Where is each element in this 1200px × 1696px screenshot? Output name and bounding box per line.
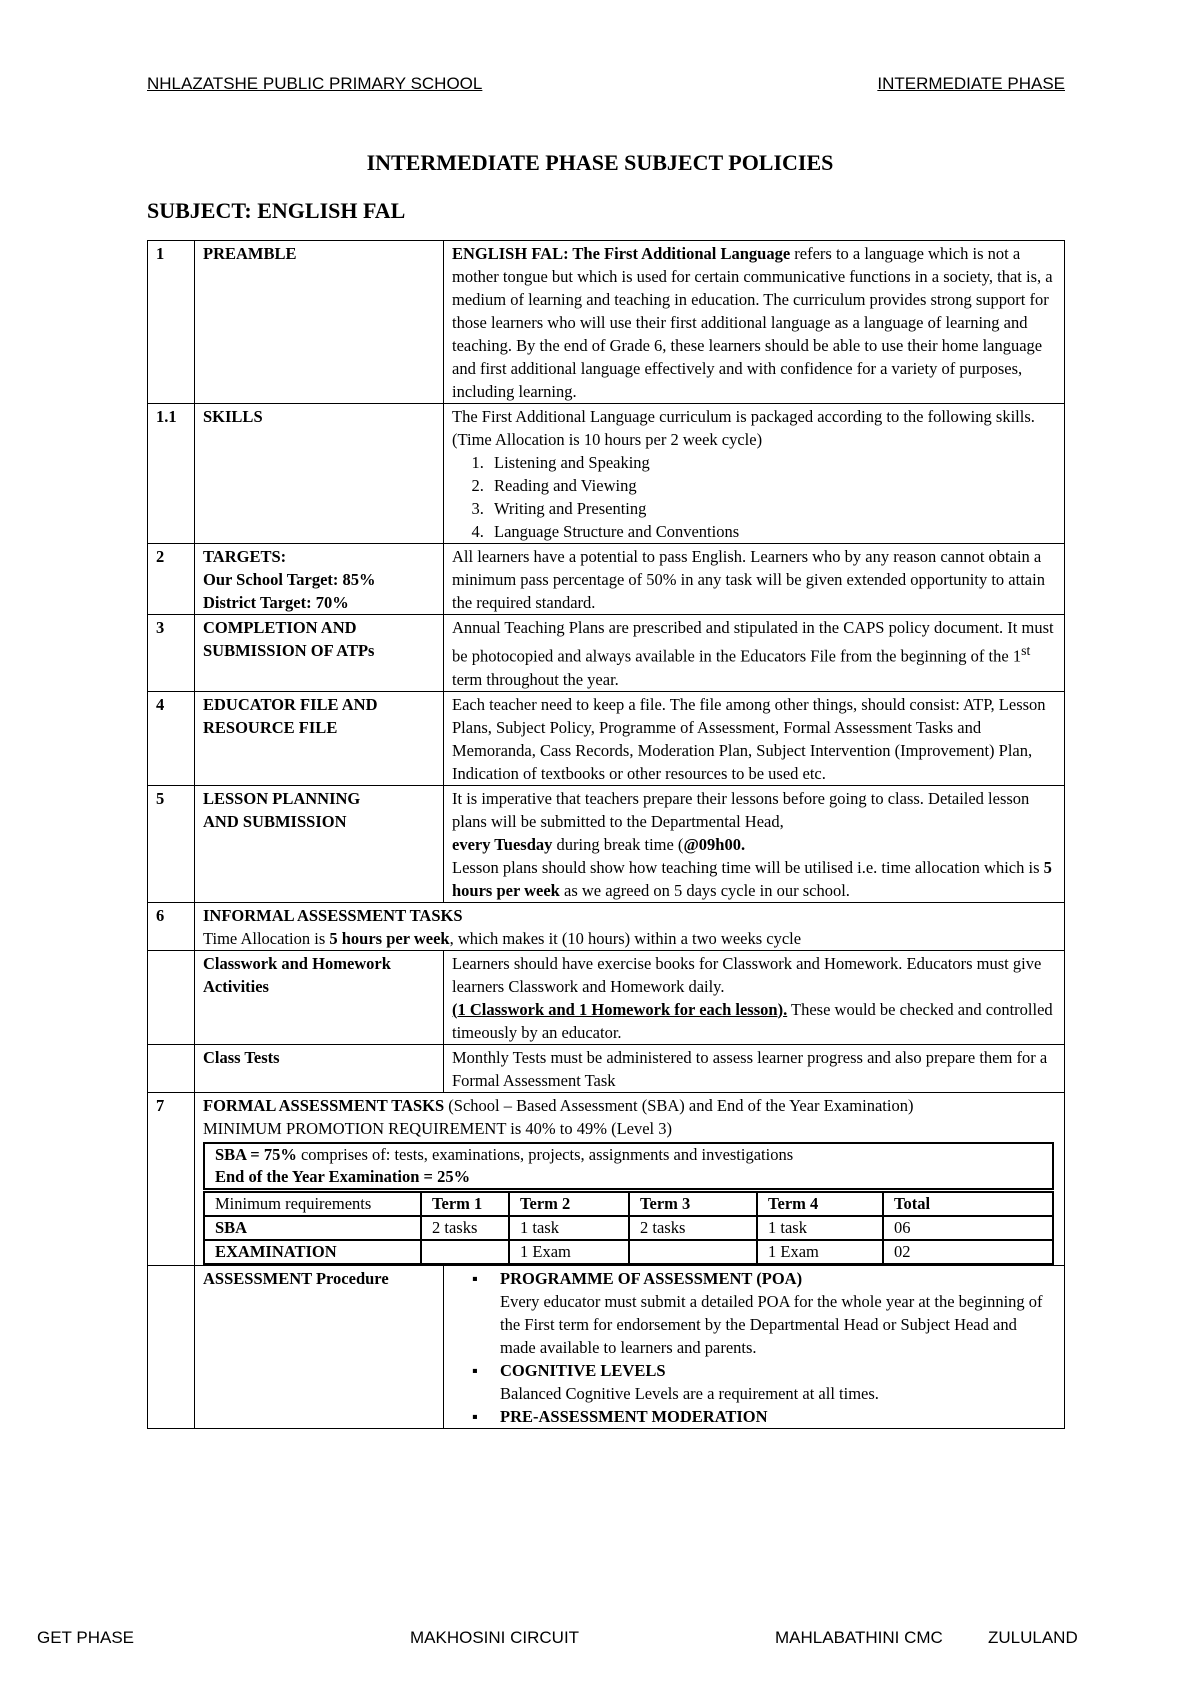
- sba-bold: SBA = 75%: [215, 1144, 297, 1164]
- policy-table: [147, 240, 1065, 1429]
- row-label: SKILLS: [195, 404, 444, 544]
- row-content: [444, 404, 1065, 544]
- row-label: PREAMBLE: [195, 241, 444, 404]
- table-row: [148, 691, 1065, 785]
- table-cell: Term 4: [757, 1192, 883, 1216]
- table-cell: Total: [883, 1192, 1053, 1216]
- row-number: 1.1: [148, 404, 195, 544]
- footer-phase: GET PHASE: [37, 1628, 134, 1647]
- preamble-text: refers to a language which is not a mother tongue but which is used for certain communicative functions in a society, that is, a medium of learning and teaching in education. The curriculum provides strong support for those learners who will use their first additional language as a language of learning and teaching. By the end of Grade 6, these learners should be able to use their home language and first additional language effectively and with confidence for a variety of purposes, including learning.: [452, 244, 1053, 401]
- row-content: [444, 950, 1065, 1044]
- classwork-t2: (1 Classwork and 1 Homework for each lesson).: [452, 999, 788, 1019]
- table-row: [148, 241, 1065, 404]
- table-cell: Minimum requirements: [204, 1192, 421, 1216]
- table-row: [148, 1044, 1065, 1092]
- atp-text1: Annual Teaching Plans are prescribed and stipulated in the CAPS policy document. It must be photocopied and always available in the Educators File from the beginning of the 1: [452, 618, 1054, 666]
- poa-title: ▪ PROGRAMME OF ASSESSMENT (POA): [500, 1268, 803, 1288]
- table-cell: 2 tasks: [629, 1216, 757, 1240]
- table-row: [204, 1216, 1053, 1240]
- atp-label-line2: SUBMISSION OF ATPs: [203, 641, 375, 660]
- skills-list: [452, 451, 1056, 543]
- row-number: 3: [148, 615, 195, 692]
- list-item: 3. Writing and Presenting: [488, 497, 1056, 520]
- table-cell: Term 3: [629, 1192, 757, 1216]
- row-content: [444, 785, 1065, 902]
- table-row: [148, 404, 1065, 544]
- targets-label: TARGETS:: [203, 547, 287, 566]
- table-row: [148, 1092, 1065, 1265]
- promotion-requirement: MINIMUM PROMOTION REQUIREMENT is 40% to 49% (Level 3): [203, 1118, 672, 1138]
- informal-time: [203, 927, 1056, 950]
- table-cell: 2 tasks: [421, 1216, 509, 1240]
- row-content: Monthly Tests must be administered to assess learner progress and also prepare them for a Formal Assessment Task: [444, 1044, 1065, 1092]
- list-item: 1. Listening and Speaking: [488, 451, 1056, 474]
- table-cell: 1 Exam: [757, 1240, 883, 1264]
- district-target: District Target: 70%: [203, 593, 349, 612]
- classwork-t3: These would be checked and controlled timeously by an educator.: [452, 999, 1053, 1042]
- footer-cmc: MAHLABATHINI CMC: [775, 1628, 943, 1647]
- row-label: [195, 544, 444, 615]
- table-header-row: [204, 1192, 1053, 1216]
- skills-text: The First Additional Language curriculum is packaged according to the following skills. (Time Allocation is 10 hours per 2 week cycle): [452, 407, 1035, 449]
- file-label-line1: EDUCATOR FILE AND: [203, 694, 378, 714]
- row-number: 5: [148, 785, 195, 902]
- lesson-t2: every Tuesday: [452, 834, 553, 854]
- lesson-t6: 5 hours per week: [452, 857, 1052, 900]
- row-number: 1: [148, 241, 195, 404]
- table-row: [148, 950, 1065, 1044]
- atp-sup: st: [1021, 643, 1031, 658]
- row-label: Class Tests: [195, 1044, 444, 1092]
- sba-rest: comprises of: tests, examinations, projects, assignments and investigations: [296, 1144, 794, 1164]
- page-title: INTERMEDIATE PHASE SUBJECT POLICIES: [366, 150, 834, 175]
- table-row: [148, 785, 1065, 902]
- row-number: 6: [148, 902, 195, 950]
- terms-table: [203, 1191, 1054, 1265]
- table-cell: Term 1: [421, 1192, 509, 1216]
- list-item: [472, 1267, 1056, 1359]
- formal-label: FORMAL ASSESSMENT TASKS: [203, 1095, 445, 1115]
- classwork-label-line2: Activities: [203, 976, 269, 996]
- row-content: [195, 902, 1065, 950]
- cognitive-text: Balanced Cognitive Levels are a requirement at all times.: [500, 1383, 879, 1403]
- lesson-t1: It is imperative that teachers prepare their lessons before going to class. Detailed lesson plans will be submitted to the Departmental Head,: [452, 788, 1030, 831]
- informal-t2: 5 hours per week: [329, 928, 450, 948]
- subject-heading: SUBJECT: ENGLISH FAL: [147, 198, 406, 223]
- informal-t3: , which makes it (10 hours) within a two weeks cycle: [449, 928, 802, 948]
- lesson-t4: @09h00.: [683, 834, 746, 854]
- row-number: 7: [148, 1092, 195, 1265]
- row-content: [444, 615, 1065, 692]
- row-number: 2: [148, 544, 195, 615]
- formal-rest: (School – Based Assessment (SBA) and End of the Year Examination): [444, 1095, 914, 1115]
- table-cell: 1 task: [509, 1216, 629, 1240]
- sba-line: [215, 1144, 1042, 1166]
- table-row: [148, 544, 1065, 615]
- list-item: [472, 1359, 1056, 1405]
- lesson-label-line2: AND SUBMISSION: [203, 811, 347, 831]
- list-item: 4. Language Structure and Conventions: [488, 520, 1056, 543]
- row-label: [195, 615, 444, 692]
- table-row: [148, 902, 1065, 950]
- cognitive-title: ▪ COGNITIVE LEVELS: [500, 1360, 666, 1380]
- row-content: [444, 1265, 1065, 1428]
- row-label: ASSESSMENT Procedure: [195, 1265, 444, 1428]
- list-item: 2. Reading and Viewing: [488, 474, 1056, 497]
- table-cell: [421, 1240, 509, 1264]
- footer-district: ZULULAND: [988, 1628, 1078, 1647]
- school-target: Our School Target: 85%: [203, 570, 376, 589]
- atp-label-line1: COMPLETION AND: [203, 618, 357, 637]
- poa-text: Every educator must submit a detailed POA for the whole year at the beginning of the First term for endorsement by the Departmental Head or Subject Head and made available to learners and parents.: [500, 1291, 1043, 1357]
- table-cell: Term 2: [509, 1192, 629, 1216]
- row-label: [195, 691, 444, 785]
- header-phase: INTERMEDIATE PHASE: [877, 74, 1065, 93]
- table-row: [148, 1265, 1065, 1428]
- row-content: All learners have a potential to pass English. Learners who by any reason cannot obtain a minimum pass percentage of 50% in any task will be given extended opportunity to attain the required standard.: [444, 544, 1065, 615]
- table-row: [148, 615, 1065, 692]
- atp-text2: term throughout the year.: [452, 669, 619, 689]
- pre-assessment-title: ▪ PRE-ASSESSMENT MODERATION: [500, 1406, 768, 1426]
- row-label: [195, 785, 444, 902]
- table-row: [204, 1240, 1053, 1264]
- exam-weight: End of the Year Examination = 25%: [215, 1166, 471, 1186]
- row-content: [195, 1092, 1065, 1265]
- table-cell: SBA: [204, 1216, 421, 1240]
- sba-box: [203, 1142, 1054, 1190]
- procedure-list: [452, 1267, 1056, 1428]
- informal-t1: Time Allocation is: [203, 928, 330, 948]
- table-cell: 06: [883, 1216, 1053, 1240]
- formal-heading: [203, 1094, 1054, 1117]
- lesson-t3: during break time (: [552, 834, 684, 854]
- table-cell: 02: [883, 1240, 1053, 1264]
- header-school-name: NHLAZATSHE PUBLIC PRIMARY SCHOOL: [147, 74, 483, 93]
- list-item: [472, 1405, 1056, 1428]
- table-cell: 1 Exam: [509, 1240, 629, 1264]
- file-label-line2: RESOURCE FILE: [203, 717, 338, 737]
- preamble-bold: ENGLISH FAL: The First Additional Language: [452, 244, 791, 263]
- row-number: 4: [148, 691, 195, 785]
- row-content: [444, 241, 1065, 404]
- lesson-t5: Lesson plans should show how teaching time will be utilised i.e. time allocation which is: [452, 857, 1044, 877]
- lesson-t7: as we agreed on 5 days cycle in our school.: [559, 880, 850, 900]
- table-cell: 1 task: [757, 1216, 883, 1240]
- classwork-t1: Learners should have exercise books for Classwork and Homework. Educators must give learners Classwork and Homework daily.: [452, 953, 1042, 996]
- row-content: Each teacher need to keep a file. The file among other things, should consist: ATP, Lesson Plans, Subject Policy, Programme of Assessment, Formal Assessment Tasks and Memoranda, Cass Records, Moderation Plan, Subject Intervention (Improvement) Plan, Indication of textbooks or other resources to be used etc.: [444, 691, 1065, 785]
- classwork-label-line1: Classwork and Homework: [203, 953, 391, 973]
- footer-circuit: MAKHOSINI CIRCUIT: [410, 1628, 580, 1647]
- informal-label: INFORMAL ASSESSMENT TASKS: [203, 905, 463, 925]
- row-label: [195, 950, 444, 1044]
- table-cell: EXAMINATION: [204, 1240, 421, 1264]
- table-cell: [629, 1240, 757, 1264]
- lesson-label-line1: LESSON PLANNING: [203, 788, 361, 808]
